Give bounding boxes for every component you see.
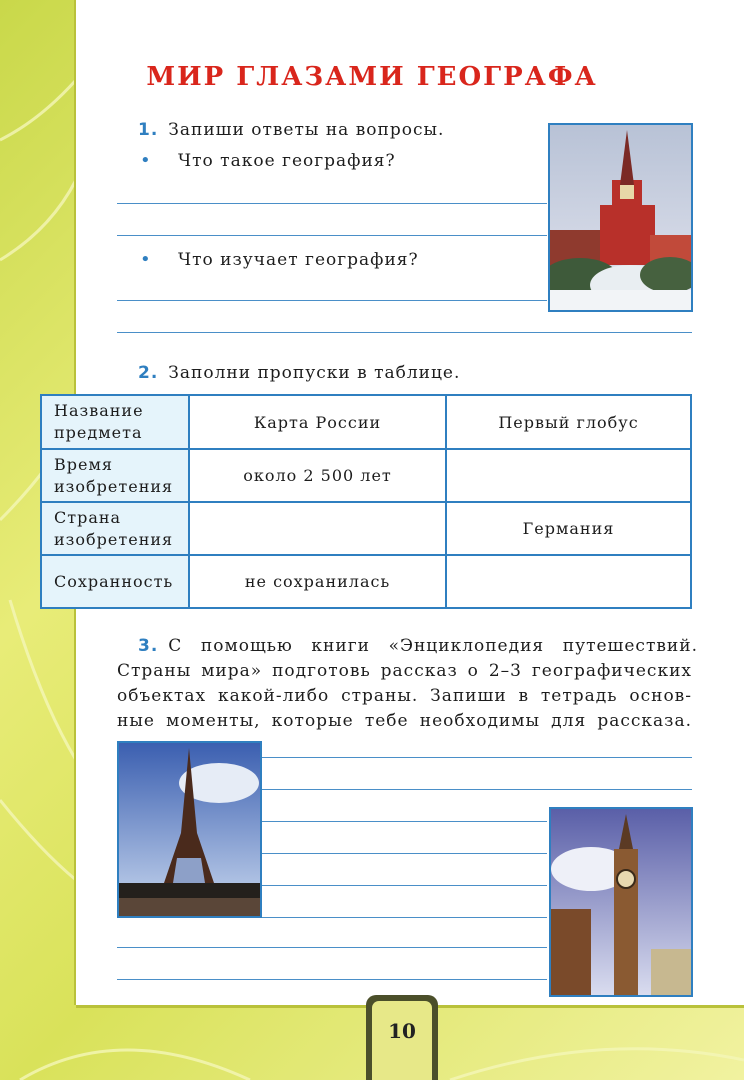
page-number-tab xyxy=(366,995,438,1080)
task-3-line-1: С помощью книги «Энциклопедия путешествий. xyxy=(168,636,698,656)
question-1: Что такое география? xyxy=(178,151,396,171)
table-cell-blank[interactable] xyxy=(189,502,446,555)
answer-line[interactable] xyxy=(262,757,692,758)
task-1-heading xyxy=(138,120,444,140)
table-row xyxy=(41,555,691,608)
eiffel-tower-photo xyxy=(117,741,262,918)
answer-line[interactable] xyxy=(117,235,547,236)
answer-line[interactable] xyxy=(117,203,547,204)
task-1-text: Запиши ответы на вопросы. xyxy=(168,120,445,140)
answer-line[interactable] xyxy=(262,885,547,886)
answer-line[interactable] xyxy=(117,332,692,333)
answer-line[interactable] xyxy=(262,853,547,854)
table-row xyxy=(41,502,691,555)
task-3-line-3: объектах какой-либо страны. Запиши в тетрадь основ- xyxy=(117,686,692,706)
table-cell-blank[interactable] xyxy=(446,555,691,608)
task-2-heading xyxy=(138,363,460,383)
answer-line[interactable] xyxy=(117,300,547,301)
table-header-cell: Страна изобретения xyxy=(41,502,189,555)
table-header-cell: Название предмета xyxy=(41,395,189,449)
task-3-number: 3. xyxy=(138,636,159,656)
page-number: 10 xyxy=(372,1001,432,1080)
task-3-line-2: Страны мира» подготовь рассказ о 2–3 географических xyxy=(117,661,692,681)
kremlin-photo xyxy=(548,123,693,312)
table-cell-blank[interactable] xyxy=(446,449,691,502)
table-cell: около 2 500 лет xyxy=(189,449,446,502)
answer-line[interactable] xyxy=(117,947,547,948)
task-1-number: 1. xyxy=(138,120,159,140)
table-cell: Карта России xyxy=(189,395,446,449)
table-cell: Первый глобус xyxy=(446,395,691,449)
answer-line[interactable] xyxy=(262,789,692,790)
table-cell: Германия xyxy=(446,502,691,555)
bullet-icon: • xyxy=(140,150,151,171)
task-3-text-block xyxy=(138,634,698,659)
task-2-number: 2. xyxy=(138,363,159,383)
answer-line[interactable] xyxy=(262,821,547,822)
big-ben-photo xyxy=(549,807,693,997)
task-3-lines xyxy=(117,659,692,734)
fill-in-table xyxy=(40,394,692,609)
bullet-icon: • xyxy=(140,249,151,270)
table-cell: не сохранилась xyxy=(189,555,446,608)
answer-line[interactable] xyxy=(117,979,547,980)
table-header-cell: Время изобретения xyxy=(41,449,189,502)
page-title: МИР ГЛАЗАМИ ГЕОГРАФА xyxy=(146,62,598,92)
table-header-cell: Сохранность xyxy=(41,555,189,608)
task-2-text: Заполни пропуски в таблице. xyxy=(168,363,461,383)
task-3-line-4: ные моменты, которые тебе необходимы для рассказа. xyxy=(117,711,692,731)
table-row xyxy=(41,449,691,502)
table-row xyxy=(41,395,691,449)
question-2: Что изучает география? xyxy=(178,250,419,270)
answer-line[interactable] xyxy=(262,917,547,918)
